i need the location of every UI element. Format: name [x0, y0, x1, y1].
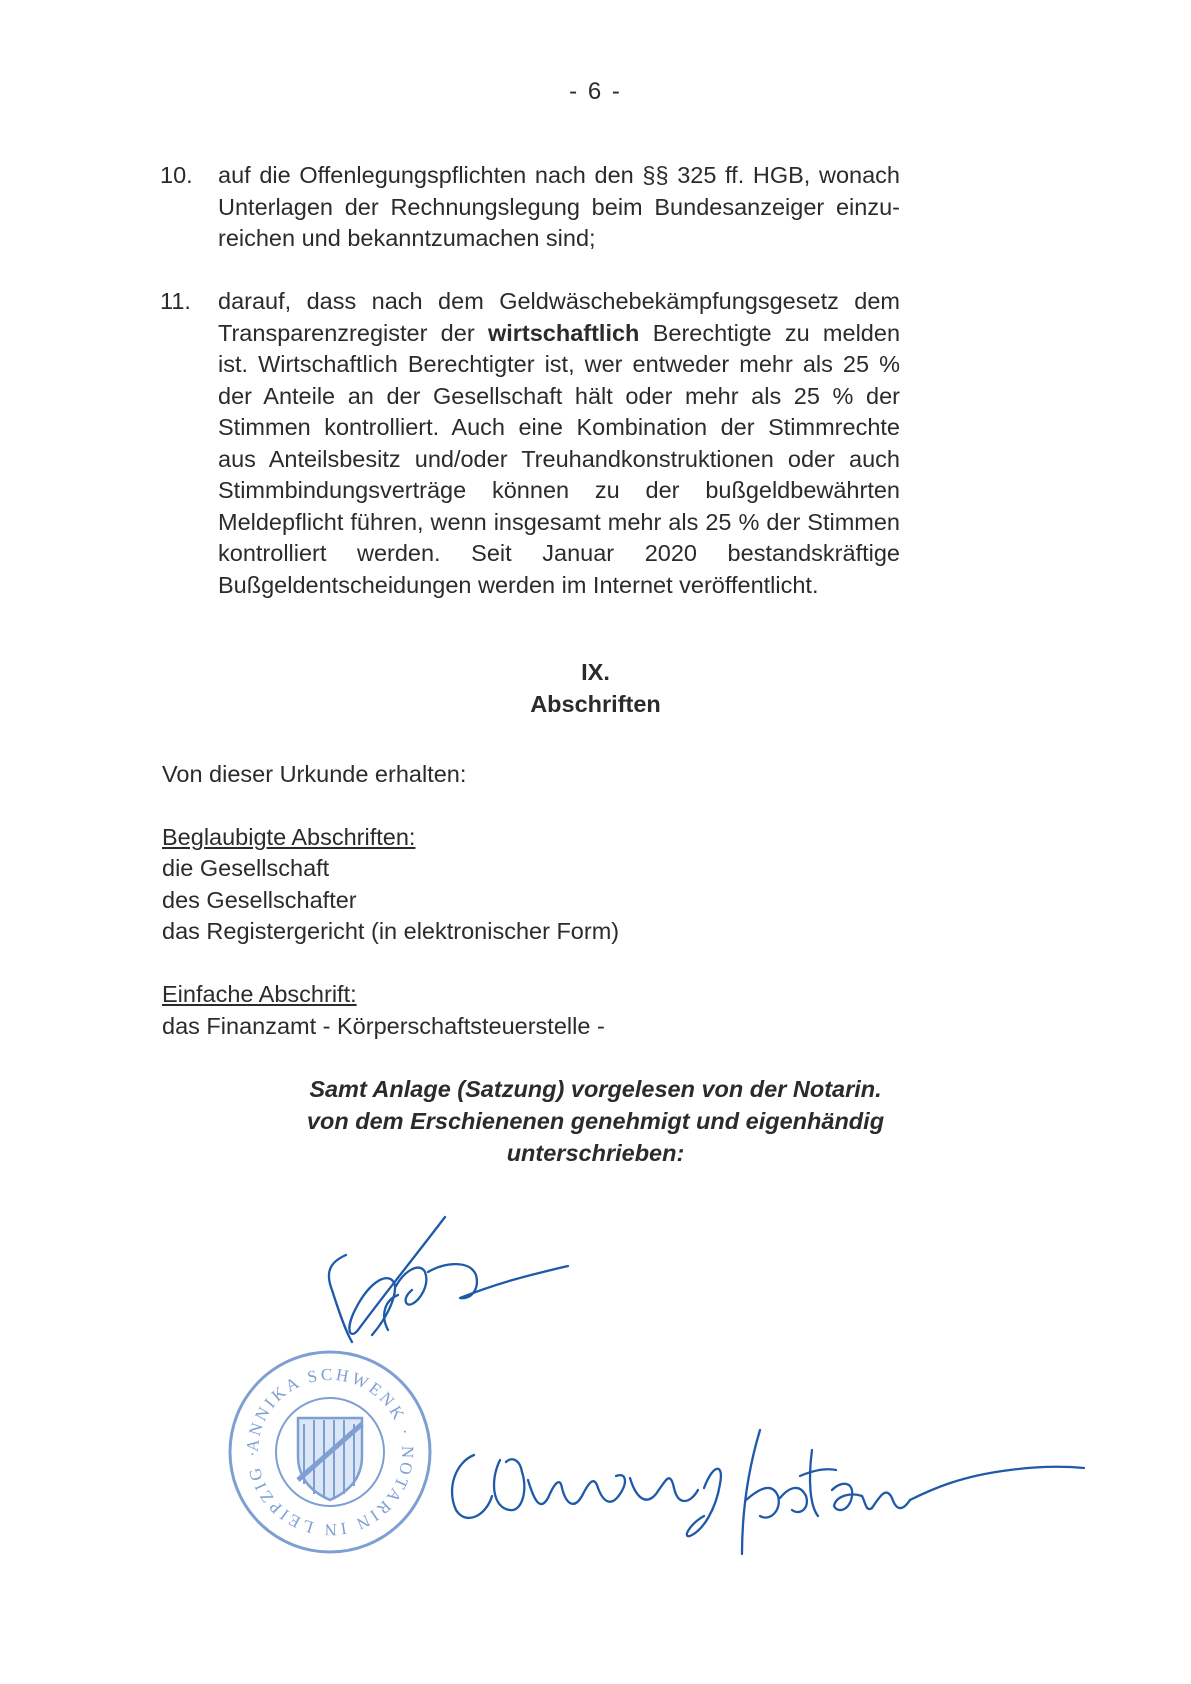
closing-line: Samt Anlage (Satzung) vorgelesen von der Notarin.: [309, 1076, 882, 1102]
text-segment: Berechtigte zu melden ist. Wirtschaftlich Berechtigter ist, wer entweder mehr als 25 % der Anteile an der Gesellschaft hält oder mehr als 25 % der Stimmen kontrolliert. Auch eine Kombination der Stimmrechte aus Anteilsbesitz und/oder Treuhandkonstruktionen oder auch Stimmbindungsverträge können zu der bußgeldbewährten Meldepflicht führen, wenn insgesamt mehr als 25 % der Stimmen kontrolliert werden. Seit Januar 2020 bestandskräftige Bußgeldentscheidungen werden im Internet veröffentlicht.: [218, 319, 901, 598]
list-item-text: auf die Offenlegungspflichten nach den §§ 325 ff. HGB, wonach Unterlagen der Rechnungslegung beim Bundesanzeiger einzu-reichen und bekanntzumachen sind;: [218, 162, 900, 251]
intro-text: Von dieser Urkunde erhalten:: [162, 761, 467, 787]
simple-copy-heading: Einfache Abschrift:: [162, 981, 357, 1007]
certified-copy-recipient: die Gesellschaft: [162, 855, 330, 881]
coat-of-arms-icon: [298, 1418, 362, 1500]
page-number: - 6 -: [569, 78, 622, 105]
list-item-number: 10.: [160, 162, 193, 188]
simple-copy-recipient: das Finanzamt - Körperschaftsteuerstelle -: [162, 1013, 605, 1039]
seal-text-path: ANNIKA SCHWENK · NOTARIN IN LEIPZIG ·: [242, 1364, 418, 1540]
section-title: Abschriften: [530, 691, 661, 717]
certified-copies-heading: Beglaubigte Abschriften:: [162, 824, 416, 850]
list-item-10: [160, 160, 900, 255]
certified-copy-recipient: das Registergericht (in elektronischer Form): [162, 918, 620, 944]
notary-seal: [230, 1352, 430, 1552]
list-item-number: 11.: [160, 288, 191, 314]
text-segment: darauf, dass nach dem Geldwäschebekämpfungsgesetz dem Transparenzregister der: [218, 288, 900, 346]
seal-text: [243, 1365, 417, 1539]
handwritten-signature: [329, 1217, 1084, 1554]
closing-line: von dem Erschienenen genehmigt und eigenhändig: [306, 1108, 885, 1134]
section-numeral: IX.: [581, 659, 610, 685]
closing-line: unterschrieben:: [506, 1140, 685, 1166]
certified-copy-recipient: des Gesellschafter: [162, 887, 357, 913]
list-item-text: [218, 286, 900, 601]
list-item-11: [160, 286, 900, 601]
bold-term: wirtschaftlich: [487, 319, 640, 346]
